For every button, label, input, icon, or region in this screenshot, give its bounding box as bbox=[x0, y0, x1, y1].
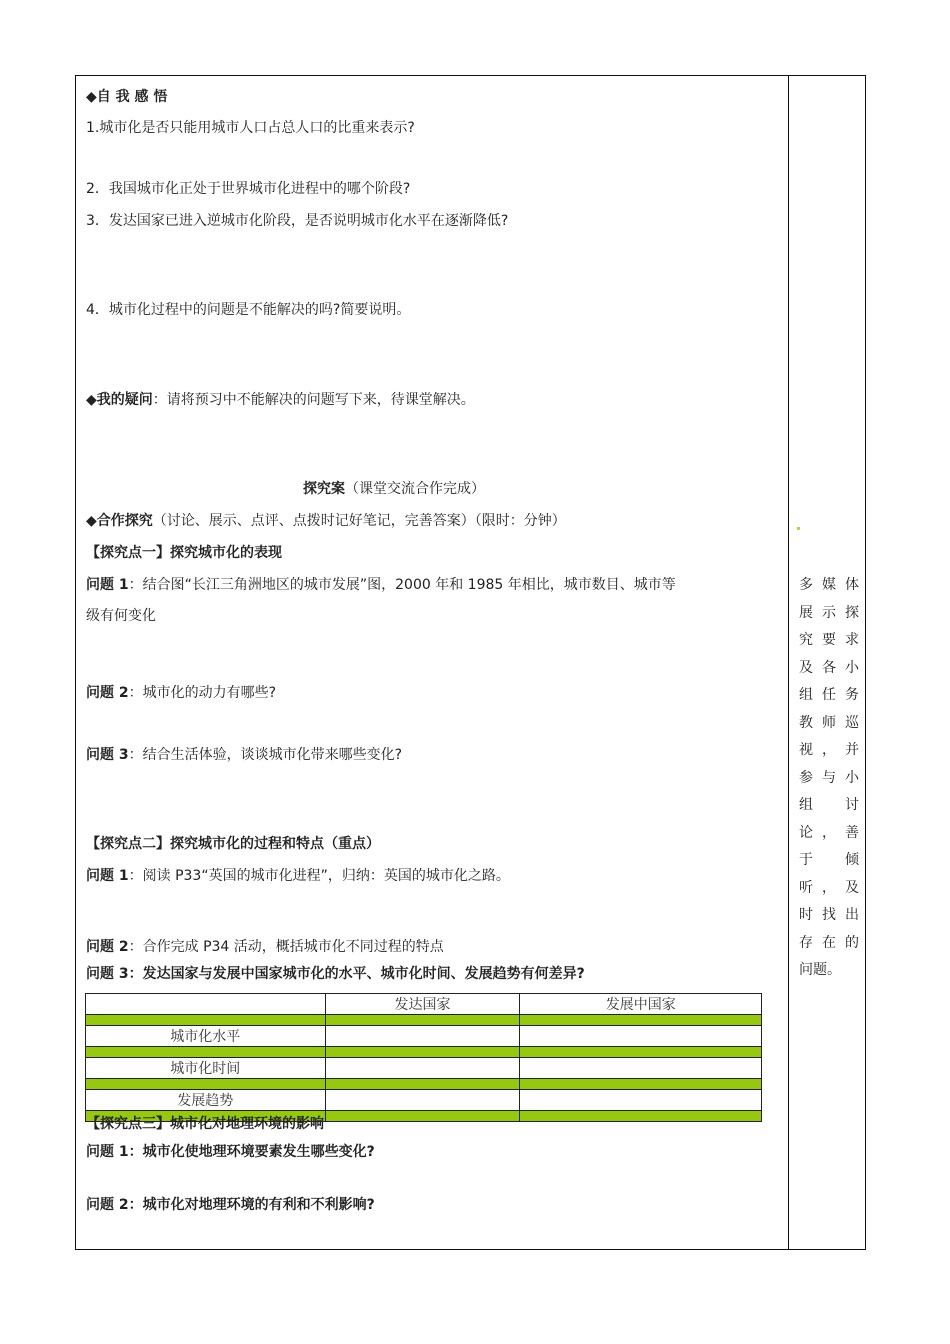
side-note-line: 组任务 bbox=[799, 687, 859, 703]
side-note-line: 论，善 bbox=[799, 824, 859, 841]
coop-inquiry-line bbox=[86, 512, 566, 530]
point1-question-2 bbox=[86, 684, 276, 702]
column-divider bbox=[788, 75, 789, 1250]
side-note-line: 多媒体 bbox=[799, 577, 859, 593]
question-label: 问题 2 bbox=[86, 939, 129, 955]
comparison-table bbox=[85, 993, 762, 1122]
point2-question-2 bbox=[86, 938, 444, 956]
question-text: ：结合图“长江三角洲地区的城市发展”图，2000 年和 1985 年相比，城市数目、城市等 bbox=[128, 577, 676, 593]
coop-inquiry-text: （讨论、展示、点评、点拨时记好笔记，完善答案）（限时：分钟） bbox=[152, 513, 566, 529]
table-band bbox=[86, 1015, 762, 1026]
point3-question-1: 问题 1：城市化使地理环境要素发生哪些变化? bbox=[86, 1144, 375, 1160]
question-text: ：城市化的动力有哪些? bbox=[128, 685, 277, 701]
doubts-label: ◆我的疑问 bbox=[86, 392, 153, 408]
point1-heading: 【探究点一】探究城市化的表现 bbox=[86, 545, 282, 561]
table-header-cell: 发展中国家 bbox=[520, 994, 762, 1015]
table-row-label: 城市化水平 bbox=[86, 1026, 326, 1047]
table-band bbox=[86, 1079, 762, 1090]
reflection-question-2: 2．我国城市化正处于世界城市化进程中的哪个阶段? bbox=[86, 181, 411, 197]
reflection-question-4: 4．城市化过程中的问题是不能解决的吗?简要说明。 bbox=[86, 302, 411, 318]
point2-heading: 【探究点二】探究城市化的过程和特点（重点） bbox=[86, 836, 380, 852]
point1-question-3 bbox=[86, 746, 402, 764]
table-row-label: 城市化时间 bbox=[86, 1058, 326, 1079]
side-notes bbox=[799, 572, 859, 985]
table-header-cell bbox=[86, 994, 326, 1015]
point1-question-1-cont: 级有何变化 bbox=[86, 608, 156, 624]
point2-question-1 bbox=[86, 867, 510, 885]
side-note-line: 展示探 bbox=[799, 604, 859, 621]
question-label: 问题 2 bbox=[86, 685, 129, 701]
point2-question-3: 问题 3：发达国家与发展中国家城市化的水平、城市化时间、发展趋势有何差异? bbox=[86, 966, 585, 982]
inquiry-title: 探究案 bbox=[303, 481, 345, 497]
table-cell bbox=[520, 1058, 762, 1079]
decorative-dot bbox=[797, 527, 800, 530]
question-text: ：合作完成 P34 活动，概括城市化不同过程的特点 bbox=[128, 939, 444, 955]
doubts-line bbox=[86, 391, 475, 409]
table-row-label: 发展趋势 bbox=[86, 1090, 326, 1111]
table-band bbox=[86, 1047, 762, 1058]
side-note-line: 参与小 bbox=[799, 769, 859, 786]
coop-inquiry-label: ◆合作探究 bbox=[86, 513, 153, 529]
reflection-question-1: 1.城市化是否只能用城市人口占总人口的比重来表示? bbox=[86, 120, 415, 136]
doubts-text: ：请将预习中不能解决的问题写下来，待课堂解决。 bbox=[152, 392, 475, 408]
inquiry-title-note: （课堂交流合作完成） bbox=[345, 481, 485, 497]
reflection-question-3: 3．发达国家已进入逆城市化阶段，是否说明城市化水平在逐渐降低? bbox=[86, 213, 509, 229]
table-header-row bbox=[86, 994, 762, 1015]
side-note-line: 教师巡 bbox=[799, 714, 859, 731]
question-label: 问题 1 bbox=[86, 577, 129, 593]
side-note-line: 问题。 bbox=[799, 962, 841, 978]
side-note-line: 视，并 bbox=[799, 742, 859, 758]
table-row bbox=[86, 1090, 762, 1111]
side-note-line: 于 倾 bbox=[799, 852, 859, 868]
question-label: 问题 3 bbox=[86, 747, 129, 763]
table-row bbox=[86, 1026, 762, 1047]
table-cell bbox=[520, 1090, 762, 1111]
side-note-line: 及各小 bbox=[799, 659, 859, 676]
self-reflection-heading: ◆自 我 感 悟 bbox=[86, 89, 168, 105]
question-text: ：结合生活体验，谈谈城市化带来哪些变化? bbox=[128, 747, 403, 763]
side-note-line: 究要求 bbox=[799, 632, 859, 648]
table-cell bbox=[325, 1026, 520, 1047]
question-text: ：阅读 P33“英国的城市化进程”，归纳：英国的城市化之路。 bbox=[128, 868, 510, 884]
table-row bbox=[86, 1058, 762, 1079]
table-cell bbox=[520, 1026, 762, 1047]
side-note-line: 听，及 bbox=[799, 879, 859, 896]
point1-question-1 bbox=[86, 576, 676, 594]
side-note-line: 时找出 bbox=[799, 907, 859, 923]
question-label: 问题 1 bbox=[86, 868, 129, 884]
table-cell bbox=[325, 1090, 520, 1111]
table-header-cell: 发达国家 bbox=[325, 994, 520, 1015]
inquiry-title-line bbox=[0, 480, 788, 498]
side-note-line: 组 讨 bbox=[799, 797, 859, 813]
side-note-line: 存在的 bbox=[799, 934, 859, 951]
point3-heading: 【探究点三】城市化对地理环境的影响 bbox=[86, 1116, 324, 1132]
point3-question-2: 问题 2：城市化对地理环境的有利和不利影响? bbox=[86, 1197, 375, 1213]
table-cell bbox=[325, 1058, 520, 1079]
